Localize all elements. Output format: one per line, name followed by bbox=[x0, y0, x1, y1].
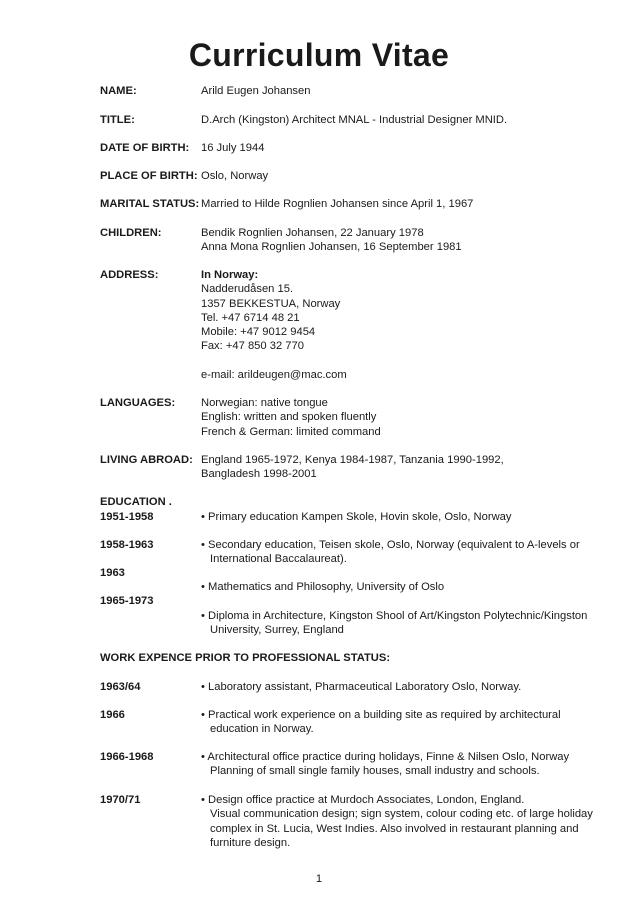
address-block bbox=[201, 268, 340, 354]
living-abroad-value bbox=[201, 453, 504, 482]
pob-value: Oslo, Norway bbox=[201, 170, 269, 182]
page-number: 1 bbox=[315, 873, 323, 885]
education-line: • Mathematics and Philosophy, University of Oslo bbox=[201, 581, 445, 593]
work-item bbox=[201, 708, 611, 737]
address-fax: Fax: +47 850 32 770 bbox=[201, 340, 304, 353]
work-line: complex in St. Lucia, West Indies. Also involved in restaurant planning and bbox=[210, 822, 579, 835]
work-year: 1970/71 bbox=[100, 794, 141, 806]
work-line: education in Norway. bbox=[210, 723, 314, 736]
education-item bbox=[201, 580, 611, 594]
name-label: NAME: bbox=[100, 85, 137, 97]
work-line: • Design office practice at Murdoch Associates, London, England. bbox=[201, 794, 525, 806]
language-entry: Norwegian: native tongue bbox=[201, 397, 328, 409]
education-heading: EDUCATION . bbox=[100, 496, 172, 508]
work-line: • Architectural office practice during holidays, Finne & Nilsen Oslo, Norway bbox=[201, 751, 570, 763]
page-title: Curriculum Vitae bbox=[188, 37, 450, 73]
education-line: International Baccalaureat). bbox=[210, 553, 347, 566]
pob-label: PLACE OF BIRTH: bbox=[100, 170, 198, 182]
work-year: 1966 bbox=[100, 709, 125, 721]
education-line: • Primary education Kampen Skole, Hovin skole, Oslo, Norway bbox=[201, 511, 512, 523]
education-year: 1963 bbox=[100, 567, 125, 579]
work-line: • Practical work experience on a building site as required by architectural bbox=[201, 709, 561, 721]
address-phone: Tel. +47 6714 48 21 bbox=[201, 311, 300, 324]
name-value: Arild Eugen Johansen bbox=[201, 85, 311, 97]
education-line: University, Surrey, England bbox=[210, 624, 344, 637]
language-entry: English: written and spoken fluently bbox=[201, 411, 377, 424]
education-year: 1958-1963 bbox=[100, 539, 154, 551]
work-heading: WORK EXPENCE PRIOR TO PROFESSIONAL STATUS: bbox=[100, 652, 391, 664]
work-year: 1966-1968 bbox=[100, 751, 154, 763]
work-item bbox=[201, 750, 611, 779]
work-line: Visual communication design; sign system, colour coding etc. of large holiday bbox=[210, 808, 593, 821]
address-line: 1357 BEKKESTUA, Norway bbox=[201, 297, 341, 310]
living-abroad-label: LIVING ABROAD: bbox=[100, 454, 193, 466]
child-entry: Bendik Rognlien Johansen, 22 January 1978 bbox=[201, 227, 424, 239]
children-label: CHILDREN: bbox=[100, 227, 162, 239]
living-abroad-line: England 1965-1972, Kenya 1984-1987, Tanzania 1990-1992, bbox=[201, 454, 504, 466]
work-item bbox=[201, 793, 611, 850]
living-abroad-line: Bangladesh 1998-2001 bbox=[201, 468, 317, 481]
child-entry: Anna Mona Rognlien Johansen, 16 September 1981 bbox=[201, 241, 462, 254]
education-item bbox=[201, 538, 611, 567]
children-list bbox=[201, 226, 462, 255]
marital-value: Married to Hilde Rognlien Johansen since April 1, 1967 bbox=[201, 198, 474, 210]
address-email: e-mail: arildeugen@mac.com bbox=[201, 369, 347, 381]
title-value: D.Arch (Kingston) Architect MNAL - Industrial Designer MNID. bbox=[201, 114, 508, 126]
dob-label: DATE OF BIRTH: bbox=[100, 142, 190, 154]
work-year: 1963/64 bbox=[100, 681, 141, 693]
education-line: • Diploma in Architecture, Kingston Shool of Art/Kingston Polytechnic/Kingston bbox=[201, 610, 588, 622]
education-item bbox=[201, 510, 611, 524]
address-heading: In Norway: bbox=[201, 269, 259, 281]
education-year: 1951-1958 bbox=[100, 511, 154, 523]
work-line: • Laboratory assistant, Pharmaceutical Laboratory Oslo, Norway. bbox=[201, 681, 522, 693]
language-entry: French & German: limited command bbox=[201, 425, 381, 438]
languages-label: LANGUAGES: bbox=[100, 397, 176, 409]
dob-value: 16 July 1944 bbox=[201, 142, 265, 154]
marital-label: MARITAL STATUS: bbox=[100, 198, 200, 210]
address-line: Nadderudåsen 15. bbox=[201, 283, 294, 296]
work-line: Planning of small single family houses, small industry and schools. bbox=[210, 765, 540, 778]
education-line: • Secondary education, Teisen skole, Oslo, Norway (equivalent to A-levels or bbox=[201, 539, 580, 551]
work-item bbox=[201, 680, 611, 694]
address-label: ADDRESS: bbox=[100, 269, 159, 281]
title-label: TITLE: bbox=[100, 114, 135, 126]
education-year: 1965-1973 bbox=[100, 595, 154, 607]
address-mobile: Mobile: +47 9012 9454 bbox=[201, 326, 316, 339]
work-line: furniture design. bbox=[210, 836, 291, 849]
education-item bbox=[201, 609, 611, 638]
languages-list bbox=[201, 396, 381, 439]
